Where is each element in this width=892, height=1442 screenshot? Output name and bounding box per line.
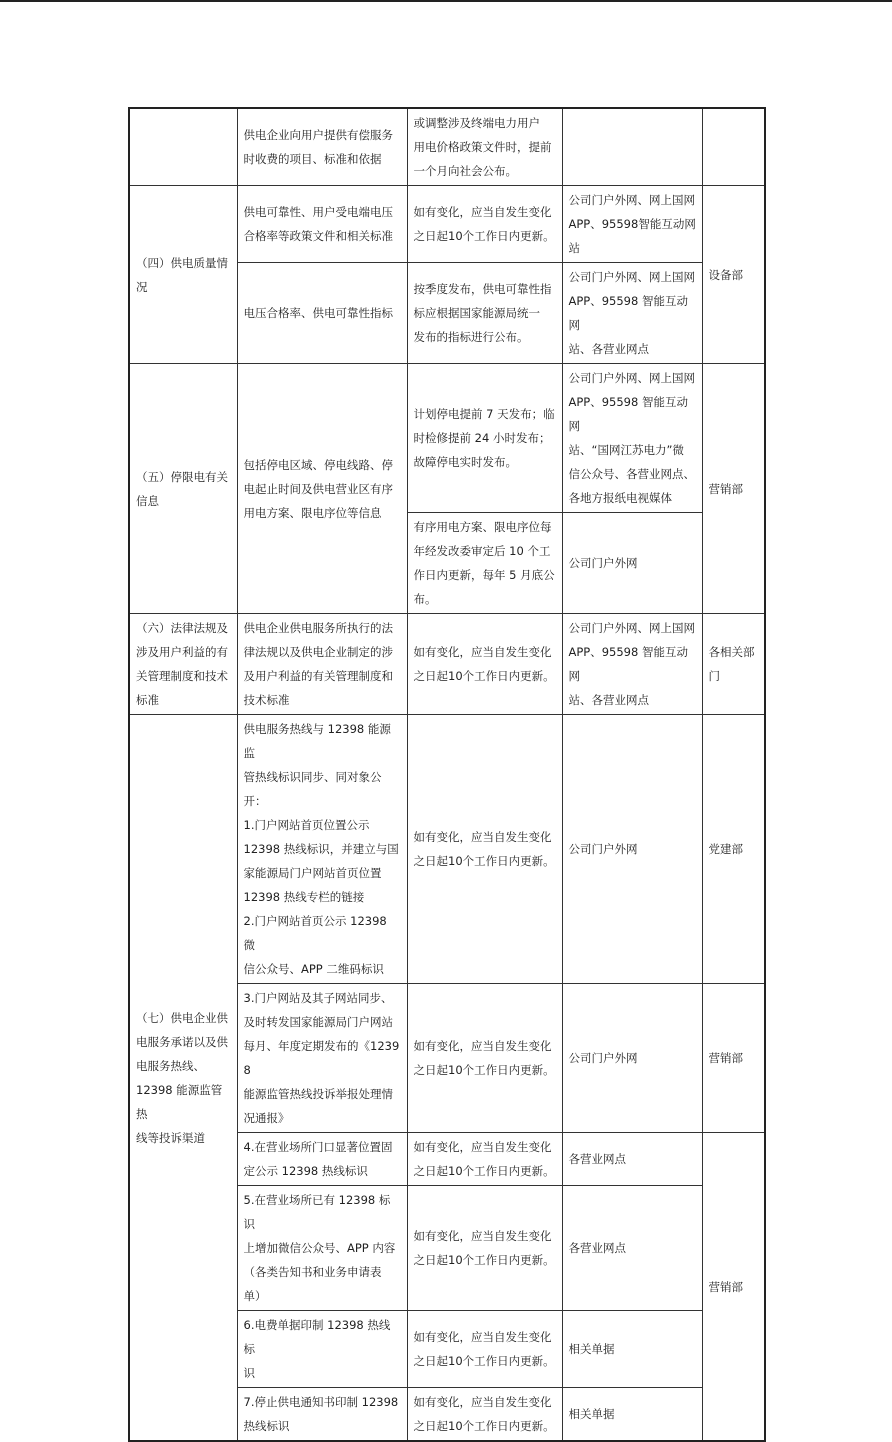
timing-cell [407,513,562,614]
channel-text: 相关单据 [568,1342,615,1356]
channel-cell [562,1388,702,1442]
content-text: 5.在营业场所已有 12398 标识 上增加微信公众号、APP 内容 （各类告知书和业务申请表 单） [243,1193,396,1303]
department-text: 营销部 [708,1279,743,1294]
department-cell [702,186,765,364]
channel-cell [562,108,702,186]
table-row [129,186,765,263]
category-cell [129,364,237,614]
category-text: （七）供电企业供 电服务承诺以及供 电服务热线、 12398 能源监管热 线等投诉渠道 [136,1010,228,1145]
category-text: （五）停限电有关 信息 [136,469,228,508]
category-text: （六）法律法规及 涉及用户利益的有 关管理制度和技术 标准 [136,621,228,707]
department-text: 营销部 [708,481,743,496]
content-cell [237,108,407,186]
timing-text: 如有变化，应当自发生变化 之日起10个工作日内更新。 [413,1229,555,1267]
timing-text: 如有变化，应当自发生变化 之日起10个工作日内更新。 [413,1330,555,1368]
category-cell [129,186,237,364]
channel-cell [562,715,702,984]
timing-cell [407,1186,562,1311]
timing-cell [407,108,562,186]
table-row [129,108,765,186]
timing-text: 有序用电方案、限电序位每 年经发改委审定后 10 个工 作日内更新，每年 5 月底公 布。 [413,520,555,606]
content-cell [237,984,407,1133]
content-text: 电压合格率、供电可靠性指标 [243,306,393,320]
content-text: 包括停电区域、停电线路、停 电起止时间及供电营业区有序 用电方案、限电序位等信息 [243,457,393,520]
content-text: 供电可靠性、用户受电端电压 合格率等政策文件和相关标准 [243,205,393,243]
content-cell [237,364,407,614]
timing-text: 计划停电提前 7 天发布；临 时检修提前 24 小时发布； 故障停电实时发布。 [413,407,555,469]
timing-cell [407,984,562,1133]
category-cell [129,715,237,1442]
department-cell [702,1133,765,1442]
content-cell [237,263,407,364]
content-text: 供电企业向用户提供有偿服务 时收费的项目、标准和依据 [243,128,393,166]
channel-cell [562,513,702,614]
timing-cell [407,1311,562,1388]
timing-cell [407,1133,562,1186]
timing-text: 如有变化，应当自发生变化 之日起10个工作日内更新。 [413,1140,555,1178]
content-cell [237,1311,407,1388]
category-cell [129,108,237,186]
channel-cell [562,1133,702,1186]
channel-text: 公司门户外网 [568,842,638,856]
timing-cell [407,614,562,715]
timing-cell [407,1388,562,1442]
department-text: 设备部 [708,267,743,282]
content-cell [237,186,407,263]
timing-text: 如有变化，应当自发生变化 之日起10个工作日内更新。 [413,1039,555,1077]
content-text: 6.电费单据印制 12398 热线标 识 [243,1318,391,1380]
timing-cell [407,186,562,263]
channel-text: 公司门户外网、网上国网 APP、95598 智能互动网 站、各营业网点 [568,270,695,356]
content-cell [237,614,407,715]
channel-text: 相关单据 [568,1407,615,1421]
channel-cell [562,186,702,263]
timing-text: 如有变化，应当自发生变化 之日起10个工作日内更新。 [413,205,555,243]
channel-text: 公司门户外网、网上国网 APP、95598智能互动网站 [568,193,696,255]
channel-text: 公司门户外网、网上国网 APP、95598 智能互动网 站、各营业网点 [568,621,695,707]
department-cell [702,364,765,614]
disclosure-table [128,107,766,1442]
department-text: 党建部 [708,842,743,856]
table-row [129,715,765,984]
department-cell [702,614,765,715]
channel-text: 公司门户外网、网上国网 APP、95598 智能互动网 站、“国网江苏电力”微 信公众号、各营业网点、 各地方报纸电视媒体 [568,371,695,505]
table-row [129,614,765,715]
timing-text: 或调整涉及终端电力用户 用电价格政策文件时，提前 一个月向社会公布。 [413,116,552,178]
channel-cell [562,614,702,715]
channel-cell [562,984,702,1133]
department-cell [702,715,765,984]
content-cell [237,1388,407,1442]
timing-text: 如有变化，应当自发生变化 之日起10个工作日内更新。 [413,645,555,683]
department-text: 营销部 [708,1051,743,1065]
channel-text: 公司门户外网 [568,1051,638,1065]
department-text: 各相关部 门 [708,645,755,683]
timing-cell [407,263,562,364]
page-top-border [0,0,892,2]
channel-cell [562,1186,702,1311]
table-row [129,364,765,513]
channel-cell [562,1311,702,1388]
channel-text: 各营业网点 [568,1152,626,1166]
content-cell [237,1133,407,1186]
department-cell [702,984,765,1133]
channel-cell [562,263,702,364]
category-text: （四）供电质量情 况 [136,255,228,294]
content-text: 3.门户网站及其子网站同步、 及时转发国家能源局门户网站 每月、年度定期发布的《12398 能源监管热线投诉举报处理情 况通报》 [243,991,400,1125]
category-cell [129,614,237,715]
timing-cell [407,715,562,984]
content-cell [237,715,407,984]
content-text: 7.停止供电通知书印制 12398 热线标识 [243,1395,399,1433]
channel-cell [562,364,702,513]
channel-text: 各营业网点 [568,1241,626,1255]
timing-text: 如有变化，应当自发生变化 之日起10个工作日内更新。 [413,1395,555,1433]
department-cell [702,108,765,186]
content-text: 4.在营业场所门口显著位置固 定公示 12398 热线标识 [243,1140,393,1178]
timing-text: 如有变化，应当自发生变化 之日起10个工作日内更新。 [413,830,555,868]
channel-text: 公司门户外网 [568,556,638,570]
content-text: 供电企业供电服务所执行的法 律法规以及供电企业制定的涉 及用户利益的有关管理制度和 技术标准 [243,621,393,707]
timing-text: 按季度发布，供电可靠性指 标应根据国家能源局统一 发布的指标进行公布。 [413,282,552,344]
timing-cell [407,364,562,513]
content-text: 供电服务热线与 12398 能源监 管热线标识同步、同对象公开： 1.门户网站首页位置公示 12398 热线标识，并建立与国 家能源局门户网站首页位置 12398 热线专栏的链接 2.门户网站首页公示 12398 微 信公众号、APP 二维码标识 [243,722,399,976]
content-cell [237,1186,407,1311]
